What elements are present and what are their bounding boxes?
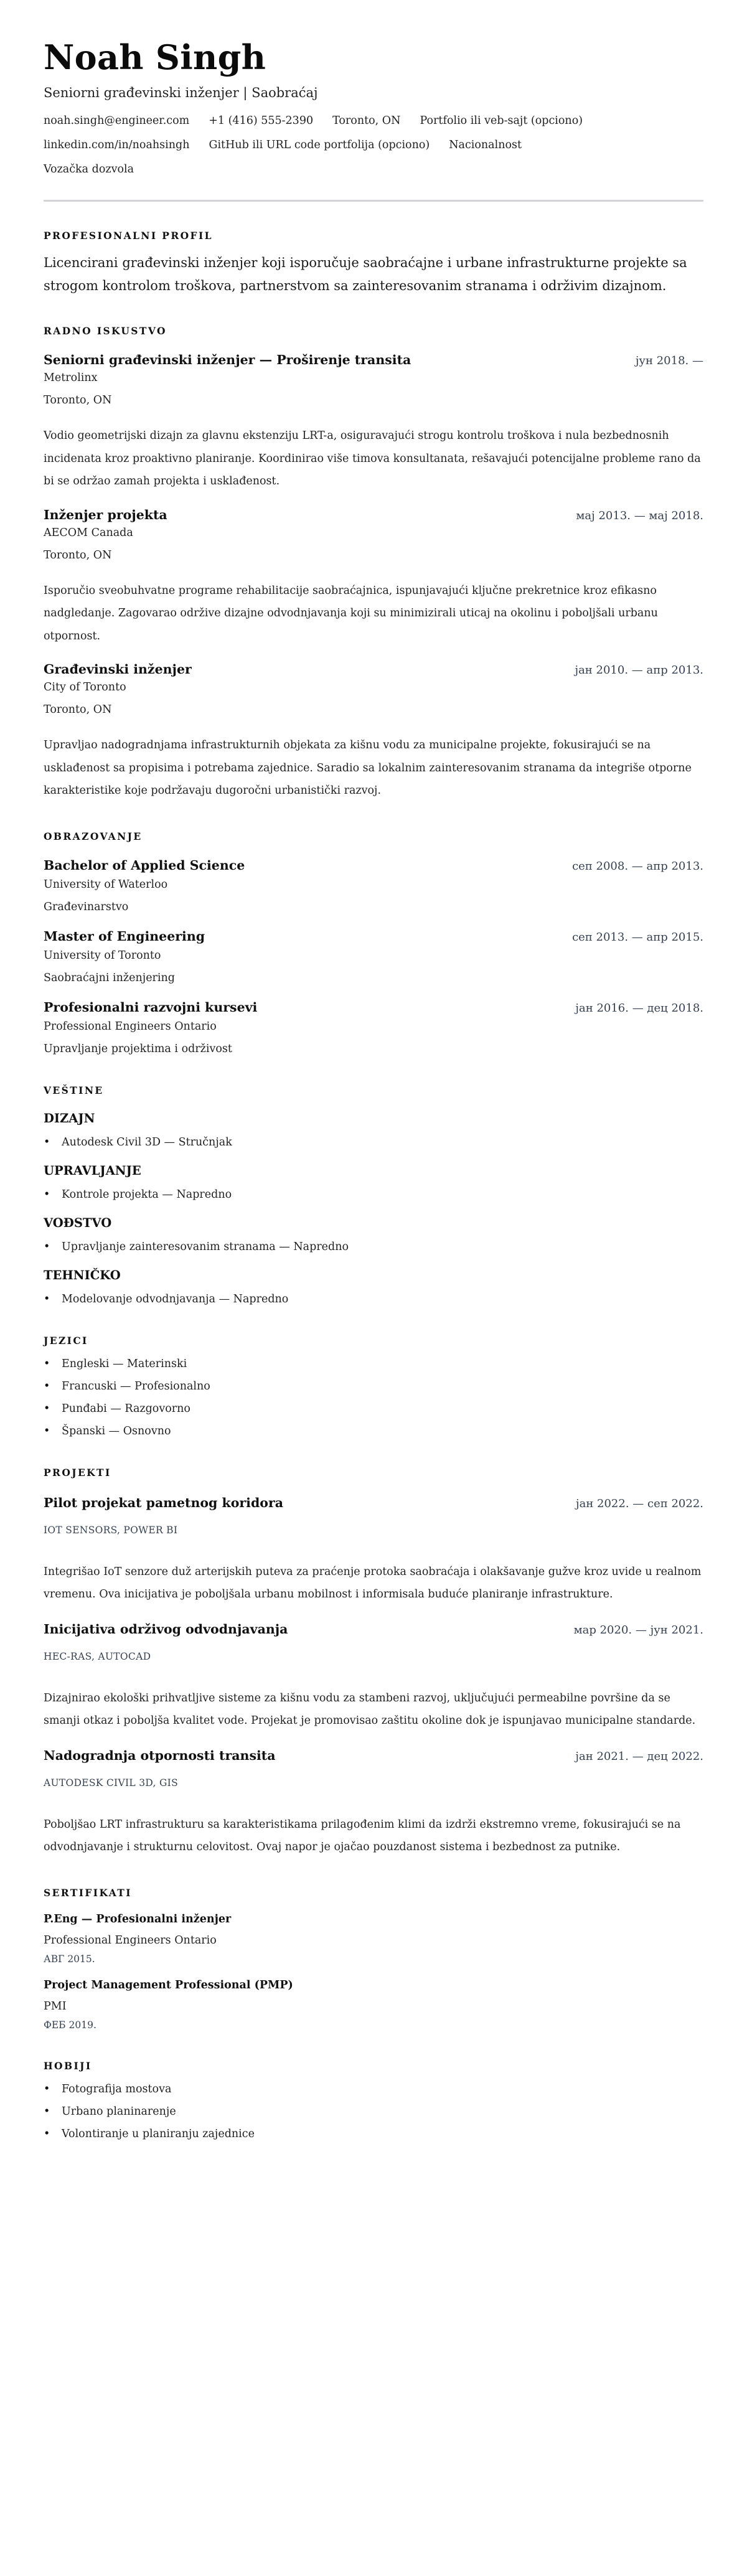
skill-group-title: VOĐSTVO [44, 1215, 112, 1230]
project-description: Poboljšao LRT infrastrukturu sa karakteristikama prilagođenim klimi da izdrži ekstremno vreme, fokusirajući se na odvodnjavanje i strukturnu celovitost. Ovaj napor je ojačao pouzdanost sistema i bezbednost za putnike. [44, 1818, 681, 1853]
section-title: SERTIFIKATI [44, 1886, 132, 1899]
language-item: • Punđabi — Razgovorno [44, 1401, 703, 1416]
skill-item: • Modelovanje odvodnjavanja — Napredno [44, 1292, 703, 1307]
contact-info [44, 113, 703, 177]
section-title: JEZICI [44, 1334, 88, 1347]
skill-item: • Autodesk Civil 3D — Stručnjak [44, 1135, 703, 1150]
certification-issuer: PMI [44, 2000, 67, 2013]
education-entry [44, 856, 703, 914]
job-title: Inženjer projekta [44, 507, 167, 522]
certification-entry [44, 1911, 703, 1966]
degree-title: Master of Engineering [44, 928, 205, 944]
contact-row [44, 113, 703, 128]
profile-summary: Licencirani građevinski inženjer koji isporučuje saobraćajne i urbane infrastrukturne projekte sa strogom kontrolom troškova, partnerstvom sa zainteresovanim stranama i održivim dizajnom. [44, 255, 687, 293]
skill-list [44, 1239, 703, 1254]
job-dates: мај 2013. — мај 2018. [576, 509, 703, 522]
hobby-item: • Fotografija mostova [44, 2082, 703, 2097]
job-company: AECOM Canada [44, 526, 133, 539]
job-description: Upravljao nadogradnjama infrastrukturnih objekata za kišnu vodu za municipalne projekte, fokusirajući se na usklađenost sa propisima i potrebama zajednice. Saradio sa lokalnim zainteresovanim stranama da integriše otporne karakteristike koje podržavaju dugoročni urbanistički razvoj. [44, 739, 692, 797]
certifications-section [44, 1886, 703, 2032]
skill-item: • Kontrole projekta — Napredno [44, 1187, 703, 1202]
skill-item: • Upravljanje zainteresovanim stranama — Napredno [44, 1239, 703, 1254]
education-dates: сеп 2013. — апр 2015. [572, 930, 703, 944]
field-of-study: Upravljanje projektima i održivost [44, 1042, 232, 1055]
contact-phone[interactable]: +1 (416) 555-2390 [209, 115, 314, 127]
project-entry [44, 1493, 703, 1606]
certification-name: P.Eng — Profesionalni inženjer [44, 1912, 232, 1925]
job-title: Seniorni građevinski inženjer — Proširenje transita [44, 352, 411, 367]
language-item: • Engleski — Materinski [44, 1356, 703, 1371]
project-description: Integrišao IoT senzore duž arterijskih puteva za praćenje protoka saobraćaja i olakšavanje gužve kroz uvide u realnom vremenu. Ova inicijativa je poboljšala urbanu mobilnost i informisala buduće planiranje infrastrukture. [44, 1565, 702, 1601]
certification-date: ФЕБ 2019. [44, 2019, 96, 2031]
contact-portfolio[interactable]: Portfolio ili veb-sajt (opciono) [420, 115, 583, 127]
project-title: Inicijativa održivog odvodnjavanja [44, 1621, 288, 1637]
certification-entry [44, 1977, 703, 2032]
education-entry [44, 927, 703, 985]
skill-group [44, 1110, 703, 1150]
degree-title: Bachelor of Applied Science [44, 857, 245, 873]
degree-title: Profesionalni razvojni kursevi [44, 999, 258, 1015]
languages-section [44, 1334, 703, 1439]
contact-drivers-license: Vozačka dozvola [44, 163, 134, 176]
section-title: OBRAZOVANJE [44, 830, 143, 842]
certification-date: АВГ 2015. [44, 1953, 95, 1965]
project-dates: јан 2021. — дец 2022. [575, 1749, 703, 1763]
job-dates: јан 2010. — апр 2013. [575, 664, 703, 677]
project-dates: јан 2022. — сеп 2022. [576, 1497, 703, 1510]
education-entry [44, 998, 703, 1056]
education-dates: јан 2016. — дец 2018. [575, 1001, 703, 1015]
skill-group [44, 1215, 703, 1254]
skill-group-title: TEHNIČKO [44, 1267, 121, 1282]
hobbies-section [44, 2059, 703, 2141]
field-of-study: Saobraćajni inženjering [44, 971, 175, 984]
experience-section [44, 324, 703, 802]
job-description: Isporučio sveobuhvatne programe rehabilitacije saobraćajnica, ispunjavajući ključne prekretnice kroz efikasno nadgledanje. Zagovarao održive dizajne odvodnjavanja koji su minimizirali uticaj na okolinu i poboljšali urbanu otpornost. [44, 584, 658, 642]
experience-entry [44, 660, 703, 802]
contact-github[interactable]: GitHub ili URL code portfolija (opciono) [209, 139, 430, 151]
contact-row [44, 162, 703, 177]
project-title: Pilot projekat pametnog koridora [44, 1495, 284, 1510]
section-title: VEŠTINE [44, 1084, 104, 1096]
school-name: University of Waterloo [44, 878, 168, 891]
profile-section [44, 229, 703, 297]
education-dates: сеп 2008. — апр 2013. [572, 859, 703, 873]
field-of-study: Građevinarstvo [44, 900, 129, 913]
skill-list [44, 1292, 703, 1307]
school-name: University of Toronto [44, 949, 161, 962]
certification-issuer: Professional Engineers Ontario [44, 1934, 217, 1947]
language-list [44, 1356, 703, 1439]
hobby-list [44, 2082, 703, 2141]
experience-entry [44, 505, 703, 648]
project-dates: мар 2020. — јун 2021. [573, 1623, 703, 1637]
hobby-item: • Volontiranje u planiranju zajednice [44, 2127, 703, 2141]
section-title: PROFESIONALNI PROFIL [44, 230, 213, 242]
skill-list [44, 1187, 703, 1202]
skill-group-title: UPRAVLJANJE [44, 1163, 141, 1178]
contact-email[interactable]: noah.singh@engineer.com [44, 115, 190, 127]
job-dates: јун 2018. — [635, 354, 703, 367]
language-item: • Španski — Osnovno [44, 1424, 703, 1439]
candidate-headline: Seniorni građevinski inženjer | Saobraćaj [44, 85, 318, 100]
project-entry [44, 1620, 703, 1732]
job-description: Vodio geometrijski dizajn za glavnu ekstenziju LRT-a, osiguravajući strogu kontrolu troškova i nula bezbednosnih incidenata kroz proaktivno planiranje. Koordinirao više timova konsultanata, rešavajući potencijalne probleme rano da bi se održao zamah projekta i usklađenost. [44, 430, 701, 487]
project-tech: IOT SENSORS, POWER BI [44, 1524, 178, 1536]
job-location: Toronto, ON [44, 548, 112, 562]
job-company: City of Toronto [44, 681, 126, 693]
project-tech: HEC-RAS, AUTOCAD [44, 1650, 151, 1662]
experience-entry [44, 350, 703, 493]
header-divider [44, 200, 703, 202]
education-section [44, 830, 703, 1056]
skill-group [44, 1267, 703, 1307]
section-title: PROJEKTI [44, 1466, 111, 1478]
job-company: Metrolinx [44, 372, 98, 384]
skills-section [44, 1084, 703, 1307]
language-item: • Francuski — Profesionalno [44, 1379, 703, 1394]
candidate-name: Noah Singh [44, 37, 266, 77]
certification-name: Project Management Professional (PMP) [44, 1978, 293, 1991]
project-description: Dizajnirao ekološki prihvatljive sisteme za kišnu vodu za stambeni razvoj, uključujući permeabilne površine da se smanji otkaz i poboljša kvalitet vode. Projekat je promovisao zaštitu okoline dok je ispunjavao municipalne standarde. [44, 1691, 696, 1727]
project-title: Nadogradnja otpornosti transita [44, 1747, 276, 1763]
section-title: HOBIJI [44, 2059, 92, 2072]
resume-header [44, 34, 703, 177]
skill-group-title: DIZAJN [44, 1111, 95, 1126]
job-title: Građevinski inženjer [44, 662, 192, 677]
skill-group [44, 1162, 703, 1202]
projects-section [44, 1466, 703, 1859]
contact-linkedin[interactable]: linkedin.com/in/noahsingh [44, 139, 190, 151]
job-location: Toronto, ON [44, 394, 112, 407]
job-location: Toronto, ON [44, 703, 112, 716]
contact-row [44, 138, 703, 153]
project-entry [44, 1746, 703, 1859]
section-title: RADNO ISKUSTVO [44, 325, 167, 337]
skill-list [44, 1135, 703, 1150]
project-tech: AUTODESK CIVIL 3D, GIS [44, 1777, 179, 1789]
contact-nationality: Nacionalnost [449, 139, 522, 151]
school-name: Professional Engineers Ontario [44, 1020, 217, 1033]
contact-location: Toronto, ON [332, 115, 401, 127]
hobby-item: • Urbano planinarenje [44, 2104, 703, 2119]
